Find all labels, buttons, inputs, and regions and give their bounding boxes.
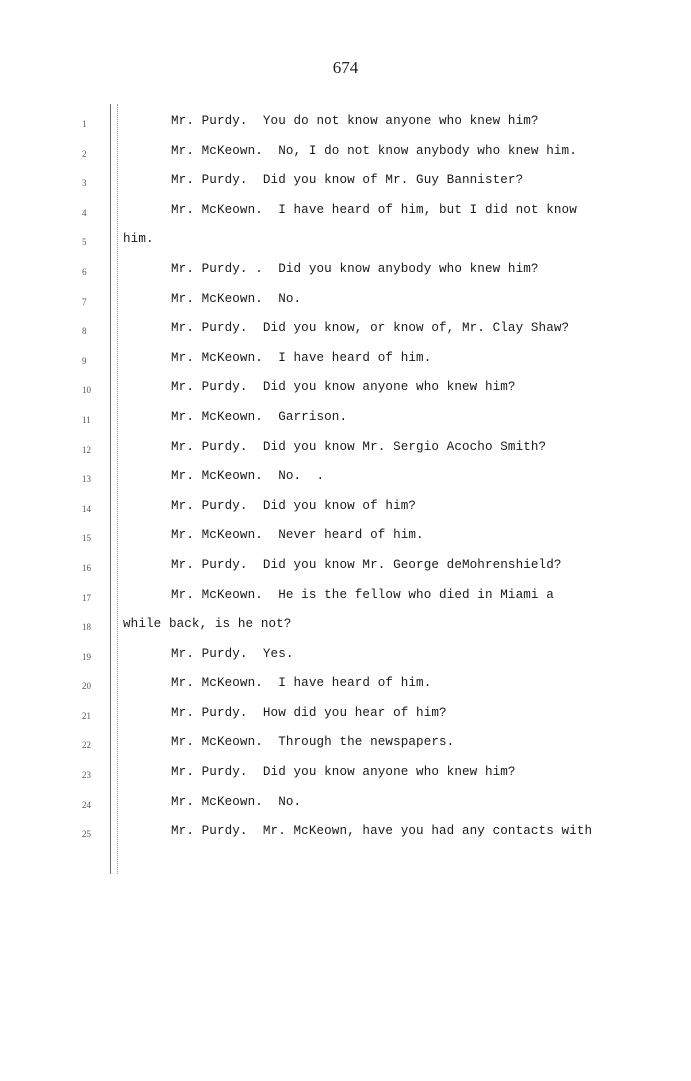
- line-number: 15: [82, 533, 91, 544]
- line-text: Mr. McKeown. I have heard of him.: [171, 676, 432, 691]
- transcript-line: [0, 613, 691, 643]
- line-text: Mr. Purdy. Did you know anyone who knew him?: [171, 765, 516, 780]
- line-number: 14: [82, 503, 91, 514]
- transcript-line: [0, 347, 691, 377]
- transcript-line: [0, 643, 691, 673]
- transcript-line: [0, 199, 691, 229]
- line-text: Mr. Purdy. Did you know Mr. Sergio Acocho Smith?: [171, 439, 547, 454]
- line-number: 11: [82, 414, 91, 425]
- line-number: 23: [82, 770, 91, 781]
- line-number: 9: [82, 355, 87, 366]
- line-text: him.: [123, 232, 154, 247]
- transcript-line: [0, 406, 691, 436]
- line-number: 6: [82, 266, 87, 277]
- line-text: Mr. McKeown. Never heard of him.: [171, 528, 424, 543]
- line-text: Mr. Purdy. Did you know of him?: [171, 498, 417, 513]
- transcript-line: [0, 731, 691, 761]
- transcript-line: [0, 288, 691, 318]
- line-number: 19: [82, 651, 91, 662]
- line-text: Mr. Purdy. Did you know, or know of, Mr. Clay Shaw?: [171, 321, 570, 336]
- line-number: 24: [82, 799, 91, 810]
- line-number: 21: [82, 710, 91, 721]
- line-text: Mr. Purdy. Mr. McKeown, have you had any contacts with: [171, 824, 593, 839]
- line-number: 17: [82, 592, 91, 603]
- transcript-line: [0, 524, 691, 554]
- line-text: Mr. McKeown. I have heard of him.: [171, 350, 432, 365]
- transcript-line: [0, 702, 691, 732]
- line-number: 12: [82, 444, 91, 455]
- line-number: 13: [82, 474, 91, 485]
- line-number: 10: [82, 385, 91, 396]
- line-text: Mr. McKeown. I have heard of him, but I did not know: [171, 202, 577, 217]
- line-text: Mr. Purdy. Yes.: [171, 646, 294, 661]
- transcript-line: [0, 228, 691, 258]
- line-text: Mr. McKeown. No.: [171, 794, 302, 809]
- transcript-line: [0, 436, 691, 466]
- line-text: Mr. Purdy. Did you know Mr. George deMohrenshield?: [171, 557, 562, 572]
- transcript-line: [0, 554, 691, 584]
- transcript-line: [0, 495, 691, 525]
- transcript-line: [0, 820, 691, 850]
- line-number: 7: [82, 296, 87, 307]
- transcript-line: [0, 258, 691, 288]
- line-number: 25: [82, 829, 91, 840]
- line-number: 5: [82, 237, 87, 248]
- line-number: 1: [82, 119, 87, 129]
- line-text: Mr. McKeown. Through the newspapers.: [171, 735, 455, 750]
- line-number: 16: [82, 562, 91, 573]
- line-number: 8: [82, 326, 87, 337]
- line-number: 2: [82, 148, 87, 159]
- line-text: Mr. McKeown. No.: [171, 291, 302, 306]
- line-text: Mr. Purdy. . Did you know anybody who knew him?: [171, 261, 539, 276]
- line-text: Mr. Purdy. Did you know of Mr. Guy Bannister?: [171, 173, 524, 188]
- line-text: Mr. Purdy. Did you know anyone who knew him?: [171, 380, 516, 395]
- line-text: Mr. McKeown. No, I do not know anybody who knew him.: [171, 143, 577, 158]
- transcript-lines: [0, 110, 691, 850]
- transcript-line: [0, 110, 691, 140]
- transcript-line: [0, 791, 691, 821]
- page-number: 674: [332, 58, 359, 77]
- line-text: Mr. McKeown. No. .: [171, 469, 325, 484]
- line-number: 22: [82, 740, 91, 751]
- transcript-line: [0, 584, 691, 614]
- line-text: Mr. McKeown. Garrison.: [171, 409, 348, 424]
- transcript-line: [0, 140, 691, 170]
- line-text: Mr. Purdy. How did you hear of him?: [171, 705, 447, 720]
- transcript-line: [0, 376, 691, 406]
- line-number: 3: [82, 178, 87, 189]
- transcript-line: [0, 317, 691, 347]
- transcript-line: [0, 761, 691, 791]
- transcript-line: [0, 465, 691, 495]
- line-text: Mr. Purdy. You do not know anyone who knew him?: [171, 114, 539, 128]
- line-number: 18: [82, 622, 91, 633]
- transcript-line: [0, 672, 691, 702]
- line-number: 20: [82, 681, 91, 692]
- line-number: 4: [82, 207, 87, 218]
- line-text: Mr. McKeown. He is the fellow who died in Miami a: [171, 587, 554, 602]
- line-text: while back, is he not?: [123, 617, 292, 632]
- transcript-line: [0, 169, 691, 199]
